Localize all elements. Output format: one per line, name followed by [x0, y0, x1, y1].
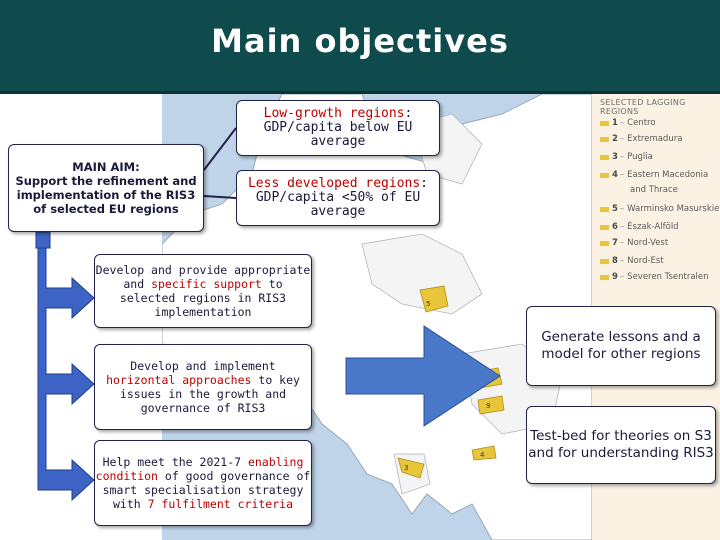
test-bed-text: Test-bed for theories on S3 and for understanding RIS3 — [528, 428, 714, 461]
legend-number: 2 — [612, 134, 618, 144]
objective-1-text-b: to selected regions in RIS3 implementation — [119, 277, 287, 319]
objective-3-highlight-b: 7 fulfilment criteria — [147, 497, 294, 511]
legend-label: Warminsko Masurskie — [627, 204, 720, 214]
bracket-stem — [36, 232, 50, 248]
objective-horizontal-approaches-box — [94, 344, 312, 430]
big-arrow-icon — [346, 326, 500, 426]
page-title: Main objectives — [211, 22, 509, 60]
legend-dash: – — [619, 256, 625, 266]
legend-title: SELECTED LAGGING REGIONS — [600, 98, 686, 116]
objective-1-text-a: Develop and provide appropriate and — [95, 263, 311, 291]
legend-number: 1 — [612, 118, 618, 128]
objective-1-text — [95, 263, 311, 319]
legend-dash: – — [619, 222, 625, 232]
low-growth-colon: : — [404, 106, 413, 121]
legend-dash: – — [619, 152, 625, 162]
connector-line-lowgrowth — [204, 128, 236, 170]
legend-number: 4 — [612, 170, 618, 180]
objective-2-text-a: Develop and implement — [130, 359, 276, 373]
legend-label: Eastern Macedonia — [627, 170, 709, 180]
legend-number: 3 — [612, 152, 618, 162]
objective-3-text-b: of good governance of smart specialisation strategy with — [102, 469, 311, 511]
test-bed-box — [526, 406, 716, 484]
objective-enabling-condition-box — [94, 440, 312, 526]
less-developed-term-line — [237, 177, 439, 191]
map-marker-4: 4 — [480, 451, 485, 459]
low-growth-term: Low-growth regions — [263, 106, 405, 121]
main-aim-text: Support the refinement and implementation of the RIS3 of selected EU regions — [15, 174, 197, 216]
objective-2-text-b: to key issues in the growth and governance of RIS3 — [119, 373, 300, 415]
legend-dash: – — [619, 272, 625, 282]
legend-number: 8 — [612, 256, 618, 266]
map-marker-9: 9 — [486, 402, 491, 410]
less-developed-box — [236, 170, 440, 226]
lessons-text: Generate lessons and a model for other regions — [541, 329, 701, 362]
objective-specific-support-box — [94, 254, 312, 328]
low-growth-term-line — [237, 107, 439, 121]
map-marker-5: 5 — [426, 300, 431, 308]
lessons-box — [526, 306, 716, 386]
legend-dash: – — [619, 134, 625, 144]
low-growth-box — [236, 100, 440, 156]
legend-label: Észak-Alföld — [627, 222, 679, 232]
map-marker-3: 3 — [404, 464, 409, 472]
less-developed-term: Less developed regions — [247, 176, 421, 191]
legend-dash: – — [619, 170, 625, 180]
legend-number: 7 — [612, 238, 618, 248]
main-aim-box — [8, 144, 204, 232]
low-growth-definition: GDP/capita below EU average — [263, 120, 413, 149]
legend-dash: – — [619, 238, 625, 248]
legend-dash: – — [619, 204, 625, 214]
legend-label: Nord-Est — [627, 256, 664, 266]
objective-3-text-a: Help meet the 2021-7 — [102, 455, 248, 469]
legend-dash: – — [619, 118, 625, 128]
objective-2-highlight: horizontal approaches — [106, 373, 252, 387]
legend-label-continued: and Thrace — [630, 185, 678, 195]
legend-label: Severen Tsentralen — [627, 272, 709, 282]
objective-3-text — [95, 455, 311, 511]
less-developed-definition: GDP/capita <50% of EU average — [255, 190, 421, 219]
connector-line-lessdev — [204, 196, 236, 198]
objective-1-highlight: specific support — [151, 277, 262, 291]
bracket-arrows-icon — [38, 246, 94, 500]
legend-number: 6 — [612, 222, 618, 232]
objective-3-highlight-a: enabling condition — [95, 455, 304, 483]
objective-2-text — [95, 359, 311, 415]
main-aim-heading: MAIN AIM: — [72, 160, 140, 174]
legend-label: Puglia — [627, 152, 653, 162]
legend-label: Centro — [627, 118, 656, 128]
legend-label: Nord-Vest — [627, 238, 669, 248]
legend-number: 5 — [612, 204, 618, 214]
legend-number: 9 — [612, 272, 618, 282]
less-developed-colon: : — [420, 176, 428, 191]
legend-label: Extremadura — [627, 134, 683, 144]
